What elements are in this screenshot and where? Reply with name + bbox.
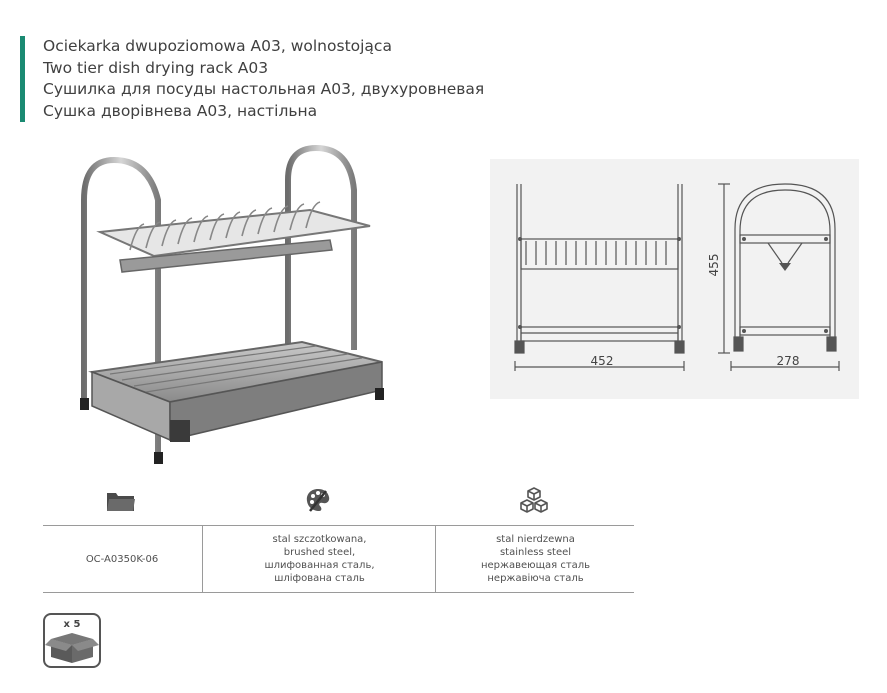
package-quantity: x 5 <box>63 619 81 630</box>
title-uk: Сушка дворівнева A03, настільна <box>43 101 318 120</box>
material-line: stainless steel <box>499 547 572 558</box>
cubes-icon <box>519 486 549 514</box>
folder-icon <box>106 490 136 512</box>
accent-bar <box>20 36 25 122</box>
finish-cell <box>202 526 436 592</box>
material-cell <box>435 526 635 592</box>
material-line: нержавеющая сталь <box>480 560 591 571</box>
product-photo <box>70 140 400 470</box>
material-line: нержавіюча сталь <box>487 573 584 584</box>
palette-icon <box>305 487 331 513</box>
box-icon <box>43 613 101 668</box>
title-pl: Ociekarka dwupoziomowa A03, wolnostojąca <box>43 37 392 55</box>
finish-line: stal szczotkowana, <box>272 534 367 545</box>
technical-drawing <box>490 159 859 399</box>
depth-dimension-label: 278 <box>776 354 800 368</box>
width-dimension-label: 452 <box>590 354 614 368</box>
product-code: OC-A0350K-06 <box>85 553 159 565</box>
title-en: Two tier dish drying rack A03 <box>43 58 269 77</box>
finish-line: шліфована сталь <box>274 573 365 584</box>
title-ru: Сушилка для посуды настольная A03, двухуровневая <box>43 80 485 98</box>
finish-line: шлифованная сталь, <box>264 560 375 571</box>
height-dimension-label: 455 <box>707 253 721 277</box>
spec-table <box>43 525 634 593</box>
material-line: stal nierdzewna <box>496 534 575 545</box>
finish-line: brushed steel, <box>283 547 356 558</box>
product-code-cell <box>43 526 201 592</box>
title-block <box>43 36 484 122</box>
